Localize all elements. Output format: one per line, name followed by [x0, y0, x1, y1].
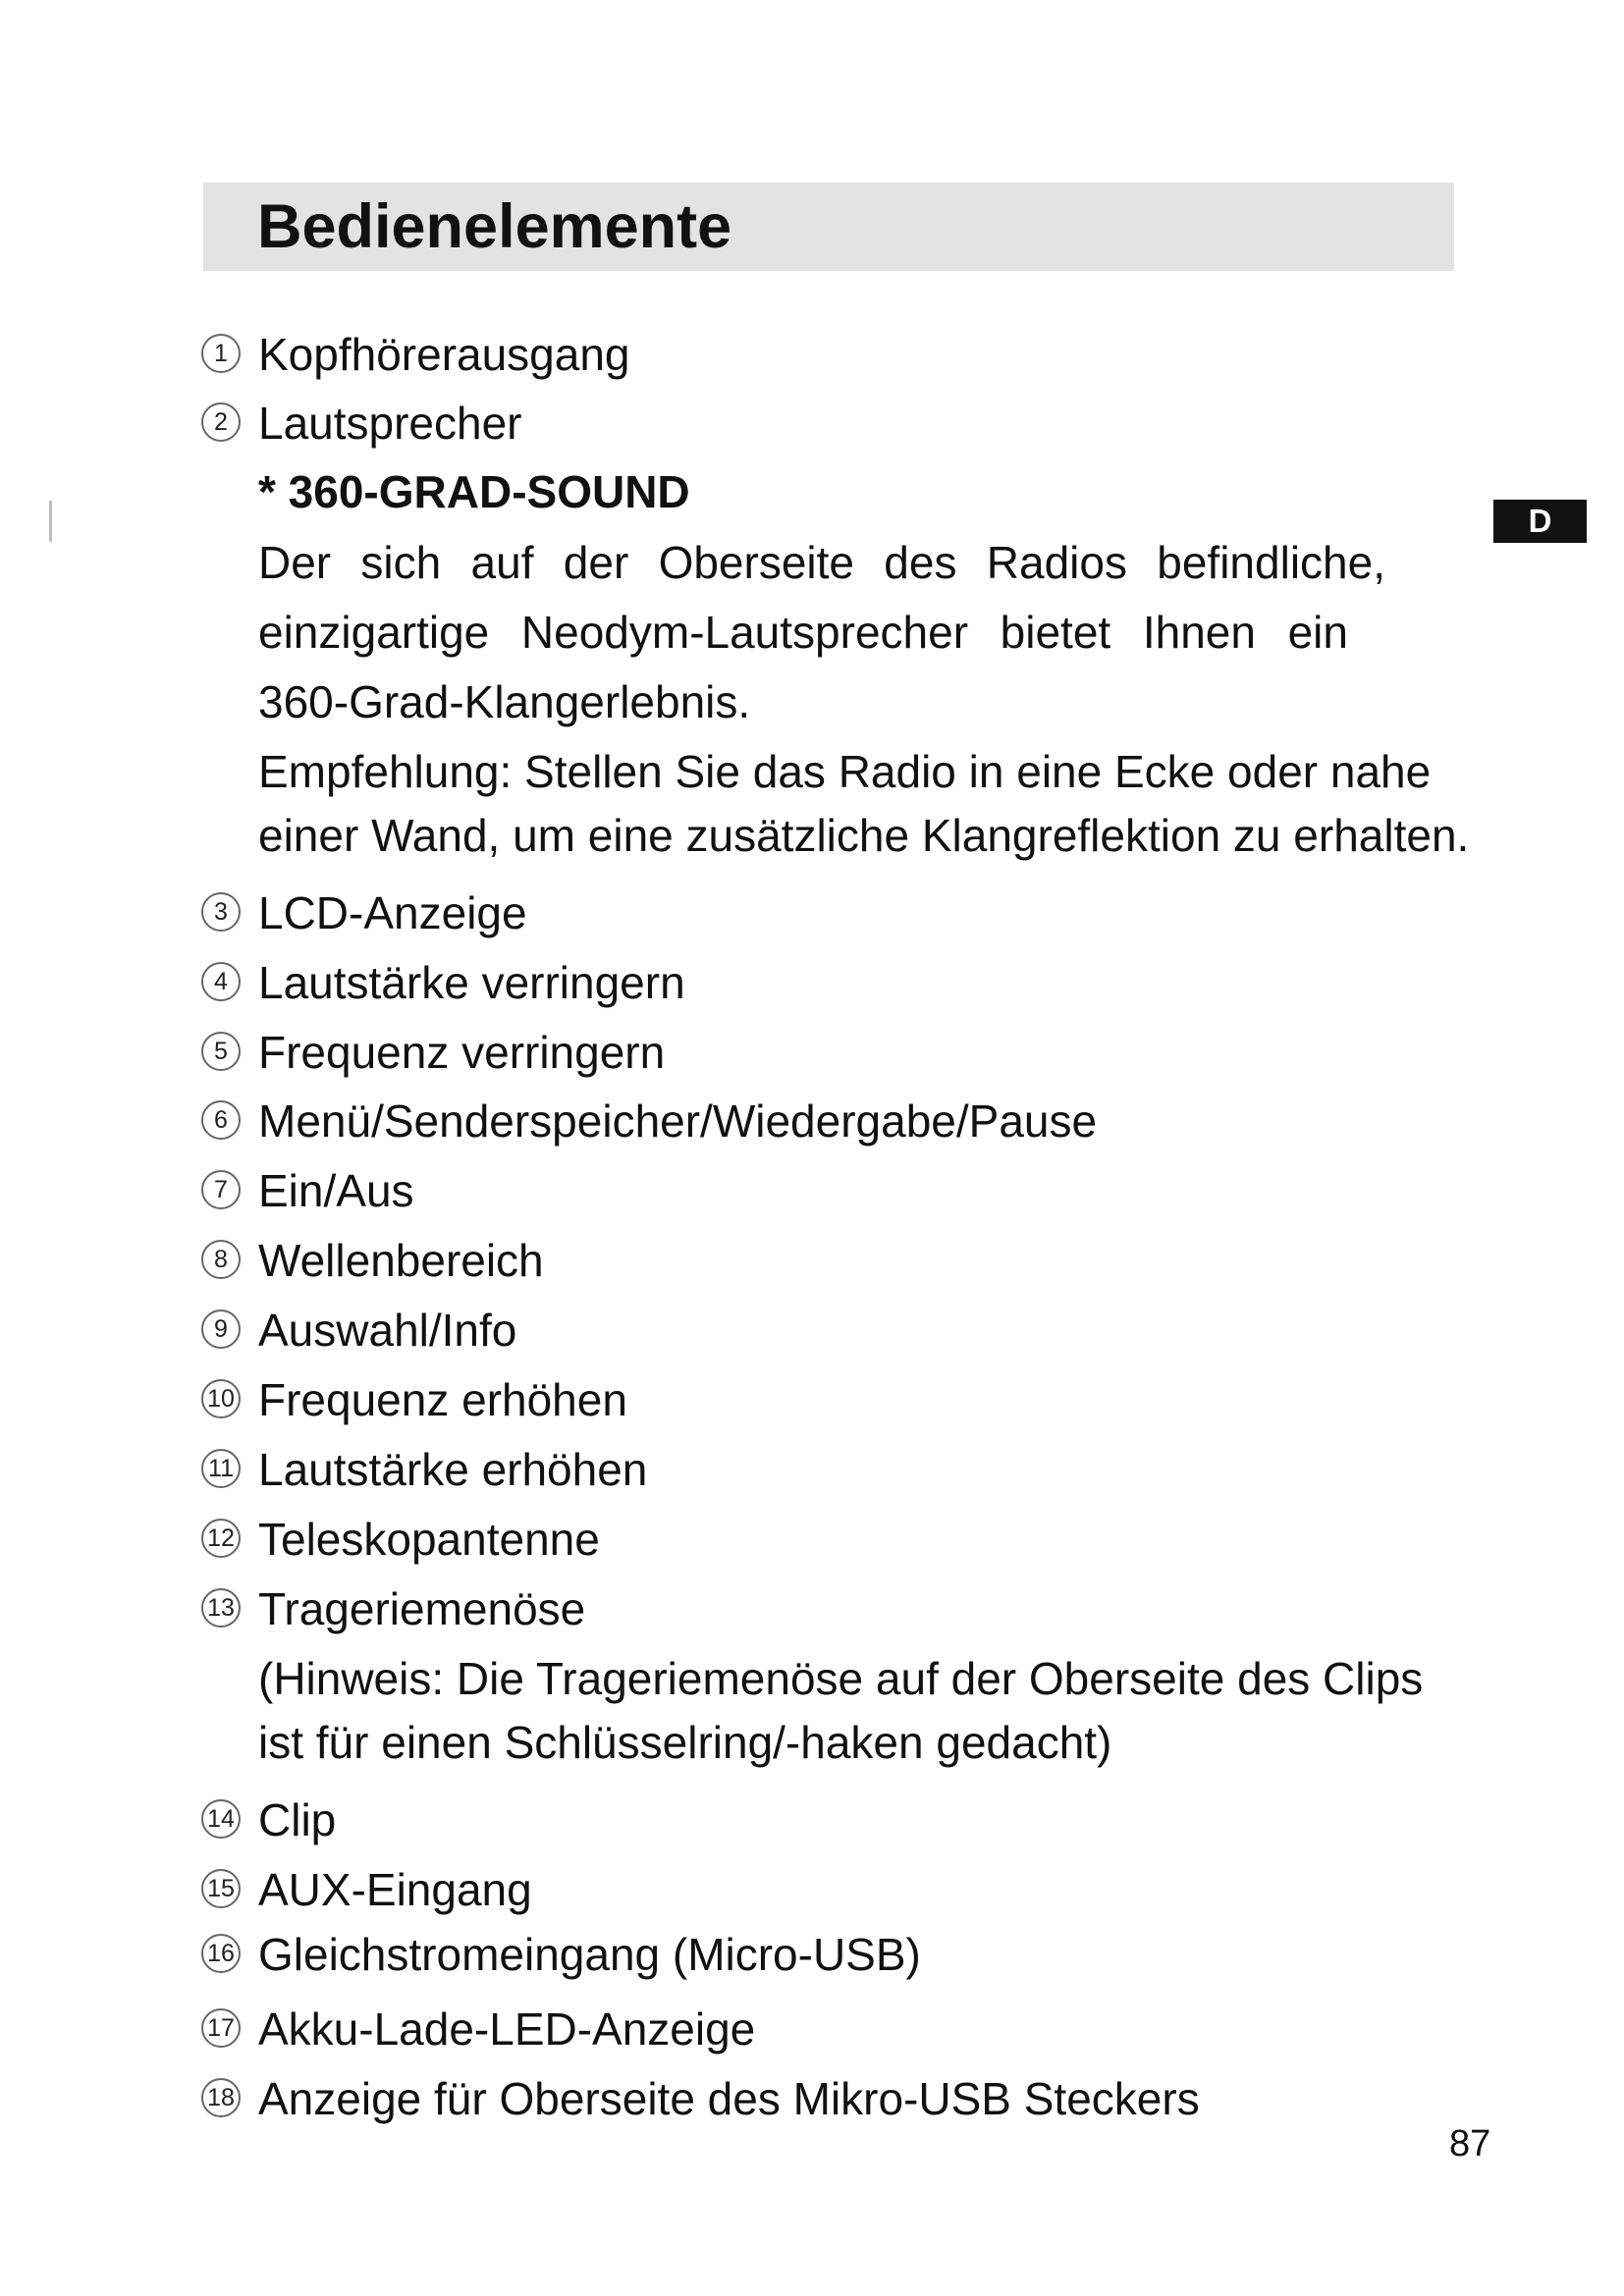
item-number-badge: 7	[201, 1170, 241, 1209]
item-label: Wellenbereich	[258, 1235, 544, 1286]
item-number-badge: 2	[201, 402, 241, 442]
item-number-badge: 5	[201, 1032, 241, 1071]
item-label: Auswahl/Info	[258, 1305, 517, 1356]
item-number-badge: 1	[201, 334, 241, 373]
item-label: Kopfhörerausgang	[258, 329, 630, 380]
recommendation-line-2: einer Wand, um eine zusätzliche Klangreflektion zu erhalten.	[258, 810, 1470, 861]
item-number-badge: 14	[201, 1799, 241, 1839]
word: auf	[470, 537, 534, 588]
language-tab: D	[1493, 500, 1587, 543]
word: Ihnen	[1142, 607, 1256, 658]
word: Oberseite	[658, 537, 854, 588]
item-number-badge: 13	[201, 1588, 241, 1628]
item-label: Lautstärke erhöhen	[258, 1444, 648, 1495]
strap-note-line-2: ist für einen Schlüsselring/-haken gedacht)	[258, 1717, 1112, 1768]
item-label: Menü/Senderspeicher/Wiedergabe/Pause	[258, 1095, 1098, 1147]
sound-note-heading: * 360-GRAD-SOUND	[258, 466, 690, 517]
item-number-badge: 15	[201, 1869, 241, 1908]
item-label: Anzeige für Oberseite des Mikro-USB Steckers	[258, 2073, 1200, 2124]
sound-note-line-1	[258, 536, 1385, 589]
word: befindliche,	[1157, 537, 1385, 588]
word: ein	[1287, 607, 1348, 658]
item-label: Gleichstromeingang (Micro-USB)	[258, 1929, 921, 1980]
item-label: Frequenz verringern	[258, 1027, 666, 1078]
item-number-badge: 18	[201, 2078, 241, 2117]
item-number-badge: 9	[201, 1309, 241, 1349]
word: Neodym-Lautsprecher	[520, 607, 969, 658]
item-label: Clip	[258, 1794, 337, 1845]
sound-note-line-3: 360-Grad-Klangerlebnis.	[258, 676, 751, 727]
item-number-badge: 3	[201, 892, 241, 932]
item-label: Akku-Lade-LED-Anzeige	[258, 2003, 756, 2055]
item-number-badge: 11	[201, 1449, 241, 1488]
item-label: LCD-Anzeige	[258, 887, 527, 938]
item-label: AUX-Eingang	[258, 1864, 532, 1915]
item-label: Lautstärke verringern	[258, 957, 685, 1008]
item-number-badge: 16	[201, 1934, 241, 1973]
page-title: Bedienelemente	[257, 192, 732, 261]
word: einzigartige	[258, 607, 490, 658]
word: sich	[360, 537, 442, 588]
item-label: Frequenz erhöhen	[258, 1374, 627, 1425]
item-label: Lautsprecher	[258, 398, 522, 449]
item-number-badge: 17	[201, 2008, 241, 2048]
item-label: Trageriemenöse	[258, 1583, 586, 1634]
strap-note-line-1: (Hinweis: Die Trageriemenöse auf der Oberseite des Clips	[258, 1653, 1424, 1704]
section-header	[203, 183, 1454, 271]
item-number-badge: 6	[201, 1100, 241, 1140]
item-number-badge: 10	[201, 1379, 241, 1418]
item-number-badge: 8	[201, 1240, 241, 1279]
recommendation-line-1: Empfehlung: Stellen Sie das Radio in eine Ecke oder nahe	[258, 746, 1432, 797]
item-number-badge: 4	[201, 962, 241, 1001]
margin-marker	[49, 501, 52, 542]
word: bietet	[1000, 607, 1111, 658]
sound-note-line-2	[258, 606, 1348, 659]
word: Der	[258, 537, 332, 588]
word: der	[563, 537, 629, 588]
word: Radios	[986, 537, 1127, 588]
item-label: Teleskopantenne	[258, 1514, 600, 1565]
item-number-badge: 12	[201, 1519, 241, 1558]
word: des	[884, 537, 957, 588]
item-label: Ein/Aus	[258, 1165, 414, 1216]
page-number: 87	[1449, 2123, 1491, 2164]
